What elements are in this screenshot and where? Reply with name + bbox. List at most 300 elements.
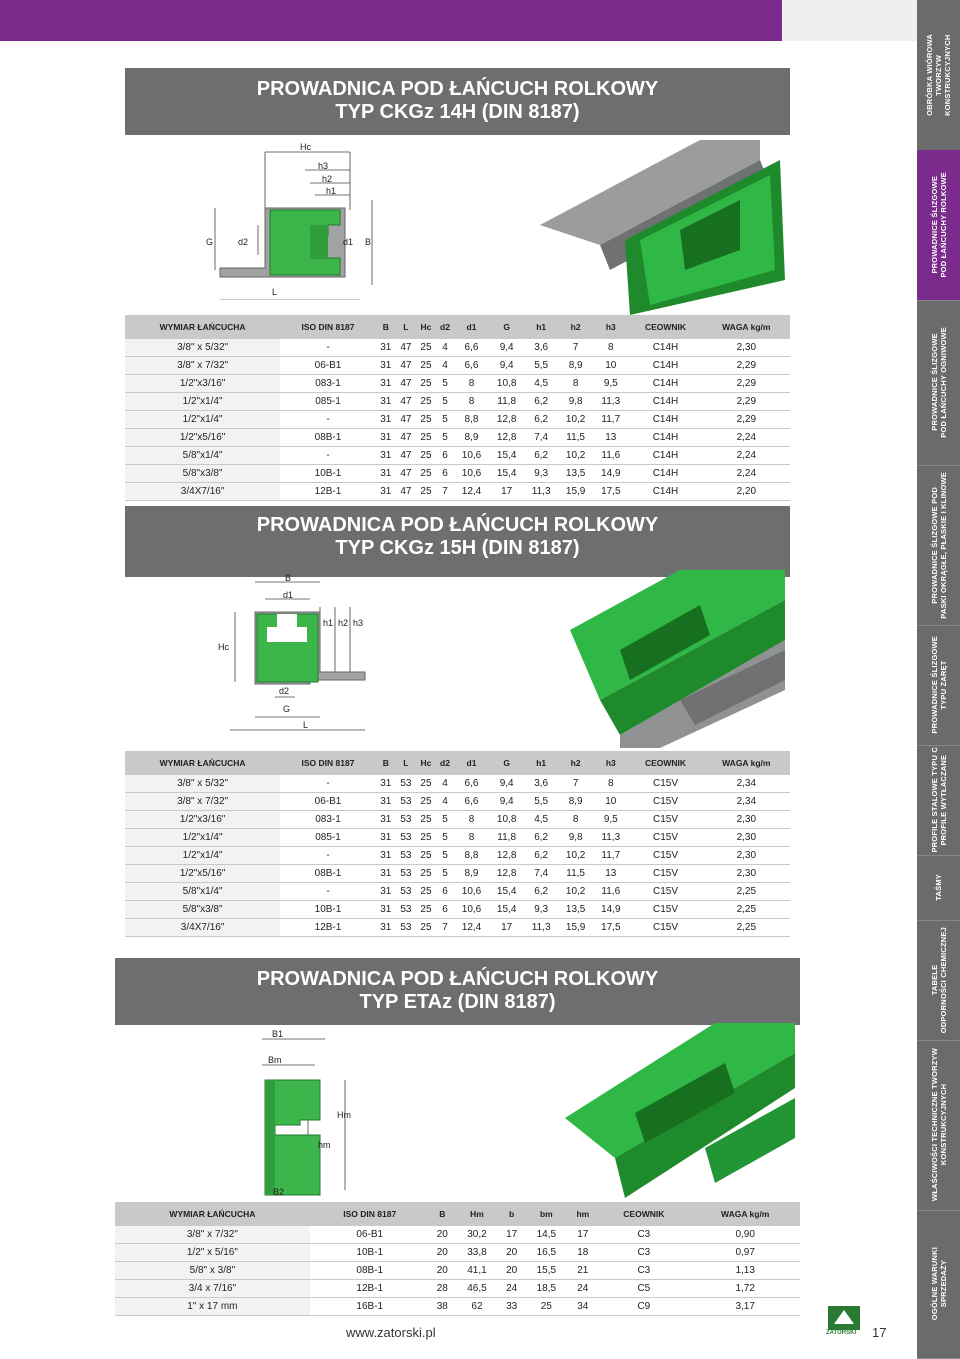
table-cell: 15,4 (489, 901, 524, 919)
table-row (125, 357, 790, 375)
table-cell: 17 (499, 1226, 524, 1244)
table-cell: 15,9 (558, 919, 593, 937)
table-cell: C3 (597, 1262, 690, 1280)
s1-col-1: ISO DIN 8187 (280, 315, 376, 339)
s2-col-5: d2 (436, 751, 454, 775)
table-cell: 5/8" x 3/8" (115, 1262, 310, 1280)
table-cell: 53 (396, 919, 416, 937)
table-cell: 12B-1 (310, 1280, 430, 1298)
table-cell: 11,3 (593, 393, 628, 411)
table-cell: 25 (416, 357, 436, 375)
table-cell: 18 (568, 1244, 597, 1262)
table-cell: - (280, 411, 376, 429)
table-cell: 12,8 (489, 411, 524, 429)
s2-col-10: h3 (593, 751, 628, 775)
table-cell: 1,72 (690, 1280, 800, 1298)
s1-col-10: h3 (593, 315, 628, 339)
s1-col-4: Hc (416, 315, 436, 339)
table-cell: 6,6 (454, 339, 489, 357)
table-row (115, 1298, 800, 1316)
table-cell: 10,6 (454, 901, 489, 919)
table-cell: 8,9 (454, 429, 489, 447)
s2-col-4: Hc (416, 751, 436, 775)
table-cell: 12B-1 (280, 919, 376, 937)
table-cell: 17 (568, 1226, 597, 1244)
table-cell: 15,4 (489, 447, 524, 465)
table-cell: 20 (430, 1244, 455, 1262)
table-cell: 8,9 (558, 357, 593, 375)
table-cell: 1/2"x1/4" (125, 847, 280, 865)
table-cell: 7,4 (524, 865, 558, 883)
table-cell: 8,8 (454, 847, 489, 865)
table-row (125, 901, 790, 919)
table-cell: 2,30 (703, 339, 790, 357)
table-cell: 6 (436, 883, 454, 901)
table-cell: 10,6 (454, 465, 489, 483)
table-cell: 18,5 (524, 1280, 568, 1298)
table-cell: 8,9 (454, 865, 489, 883)
table-cell: 13,5 (558, 465, 593, 483)
table-cell: C14H (628, 429, 702, 447)
table-cell: 53 (396, 901, 416, 919)
table-cell: 6,6 (454, 357, 489, 375)
table-cell: 1,13 (690, 1262, 800, 1280)
nav-item-wlasciwosci[interactable]: WŁAŚCIWOŚCI TECHNICZNE TWORZYW KONSTRUKCYJNYCH (917, 1040, 960, 1211)
table-cell: - (280, 883, 376, 901)
table-cell: 9,4 (489, 339, 524, 357)
s2-dim-L: L (303, 720, 309, 730)
table-cell: 5/8"x1/4" (125, 447, 280, 465)
table-row (115, 1226, 800, 1244)
dim-h1: h1 (326, 186, 337, 196)
table-cell: 11,5 (558, 429, 593, 447)
table-cell: 2,34 (703, 775, 790, 793)
section1-diagram (200, 140, 390, 300)
s1-col-3: L (396, 315, 416, 339)
nav-item-prowadnice-paski[interactable]: PROWADNICE ŚLIZGOWE POD PASKI OKRĄGŁE, PŁASKIE I KLINOWE (917, 465, 960, 626)
table-cell: 3,6 (524, 775, 558, 793)
table-cell: 7 (558, 339, 593, 357)
table-cell: - (280, 847, 376, 865)
table-cell: 1/2"x1/4" (125, 829, 280, 847)
dim-d1: d1 (343, 237, 354, 247)
nav-item-profile[interactable]: PROFILE STALOWE TYPU C PROFILE WYTŁACZANE (917, 745, 960, 856)
table-cell: 2,29 (703, 411, 790, 429)
table-cell: 31 (376, 865, 396, 883)
table-cell: 3/8" x 5/32" (125, 775, 280, 793)
s2-dim-h1: h1 (323, 618, 334, 628)
nav-item-obrobka[interactable]: OBRÓBKA WIÓROWA TWORZYW KONSTRUKCYJNYCH (917, 0, 960, 151)
table-cell: 14,9 (593, 465, 628, 483)
table-cell: 5,5 (524, 357, 558, 375)
table-cell: 10,6 (454, 447, 489, 465)
table-row (125, 811, 790, 829)
table-cell: 31 (376, 883, 396, 901)
section1-title (125, 68, 790, 135)
table-cell: 25 (416, 883, 436, 901)
table-cell: 53 (396, 775, 416, 793)
table-cell: 11,6 (593, 883, 628, 901)
table-cell: 5/8"x1/4" (125, 883, 280, 901)
table-cell: 41,1 (455, 1262, 499, 1280)
table-cell: 5 (436, 411, 454, 429)
table-cell: 6,2 (524, 393, 558, 411)
table-cell: C14H (628, 357, 702, 375)
table-cell: 38 (430, 1298, 455, 1316)
table-cell: 6,2 (524, 411, 558, 429)
table-row (115, 1244, 800, 1262)
table-cell: 1/2"x5/16" (125, 865, 280, 883)
dim-G: G (206, 237, 214, 247)
s2-col-3: L (396, 751, 416, 775)
table-cell: 31 (376, 829, 396, 847)
table-cell: 5 (436, 375, 454, 393)
side-navigation (917, 0, 960, 1358)
table-cell: 7 (436, 919, 454, 937)
table-cell: 5 (436, 847, 454, 865)
logo-text: ZATORSKI (826, 1330, 857, 1336)
section3-title-line2: TYP ETAz (DIN 8187) (359, 991, 556, 1013)
table-cell: 20 (499, 1244, 524, 1262)
table-cell: C15V (628, 865, 702, 883)
nav-item-tasmy[interactable]: TAŚMY (917, 855, 960, 921)
table-cell: 10B-1 (280, 465, 376, 483)
table-cell: 10 (593, 793, 628, 811)
nav-item-prowadnice-ogniwowe[interactable]: PROWADNICE ŚLIZGOWE POD ŁAŃCUCHY OGNIWOWE (917, 300, 960, 466)
table-cell: 14,5 (524, 1226, 568, 1244)
table-cell: 33 (499, 1298, 524, 1316)
table-cell: C14H (628, 411, 702, 429)
table-cell: 53 (396, 865, 416, 883)
nav-item-zaret[interactable]: PROWADNICE ŚLIZGOWE TYPU ZARĘT (917, 625, 960, 746)
table-cell: C14H (628, 375, 702, 393)
table-cell: 9,8 (558, 829, 593, 847)
table-cell: 3/8" x 7/32" (125, 357, 280, 375)
table-row (125, 393, 790, 411)
table-cell: 46,5 (455, 1280, 499, 1298)
s3-col-3: Hm (455, 1202, 499, 1226)
table-cell: 11,8 (489, 829, 524, 847)
dim-L: L (272, 287, 278, 297)
table-cell: 47 (396, 375, 416, 393)
section3-product-photo (555, 1018, 800, 1203)
table-cell: 13,5 (558, 901, 593, 919)
table-cell: 31 (376, 339, 396, 357)
top-gray-bar (782, 0, 917, 41)
table-cell: 1/2" x 5/16" (115, 1244, 310, 1262)
section1-table-body (125, 339, 790, 501)
section1-table (125, 315, 790, 501)
nav-item-tabele[interactable]: TABELE ODPORNOŚCI CHEMICZNEJ (917, 920, 960, 1041)
table-cell: C15V (628, 883, 702, 901)
table-cell: 53 (396, 883, 416, 901)
table-cell: 3/4 x 7/16" (115, 1280, 310, 1298)
table-cell: C15V (628, 775, 702, 793)
table-cell: 31 (376, 793, 396, 811)
s3-dim-hm: hm (318, 1140, 331, 1150)
table-cell: 2,29 (703, 393, 790, 411)
s3-dim-B2: B2 (273, 1187, 285, 1197)
table-cell: 8 (454, 829, 489, 847)
nav-item-warunki[interactable]: OGÓLNE WARUNKI SPRZEDAŻY (917, 1210, 960, 1359)
table-cell: 1/2"x1/4" (125, 393, 280, 411)
table-cell: 1" x 17 mm (115, 1298, 310, 1316)
table-cell: 25 (416, 829, 436, 847)
table-cell: 2,20 (703, 483, 790, 501)
top-color-bar (0, 0, 782, 41)
table-cell: 11,7 (593, 847, 628, 865)
table-cell: 25 (416, 811, 436, 829)
table-cell: 62 (455, 1298, 499, 1316)
table-cell: 12B-1 (280, 483, 376, 501)
table-cell: 25 (416, 339, 436, 357)
table-row (125, 793, 790, 811)
s3-dim-Hm: Hm (337, 1110, 351, 1120)
s2-dim-Hc: Hc (218, 642, 229, 652)
table-cell: 31 (376, 919, 396, 937)
table-cell: 3,6 (524, 339, 558, 357)
table-cell: 6,2 (524, 829, 558, 847)
table-cell: 3/8" x 5/32" (125, 339, 280, 357)
table-cell: 10,8 (489, 375, 524, 393)
table-cell: 6,2 (524, 447, 558, 465)
s3-dim-B1: B1 (272, 1029, 284, 1039)
s2-col-1: ISO DIN 8187 (280, 751, 376, 775)
table-row (115, 1280, 800, 1298)
table-cell: 6 (436, 447, 454, 465)
table-cell: 12,4 (454, 483, 489, 501)
table-cell: 10,2 (558, 883, 593, 901)
table-cell: 8 (593, 775, 628, 793)
table-cell: 25 (416, 429, 436, 447)
page-number: 17 (872, 1325, 887, 1340)
s2-col-11: CEOWNIK (628, 751, 702, 775)
table-cell: 3,17 (690, 1298, 800, 1316)
table-cell: 9,4 (489, 775, 524, 793)
s2-col-9: h2 (558, 751, 593, 775)
dim-h3: h3 (318, 161, 329, 171)
table-cell: 21 (568, 1262, 597, 1280)
table-cell: - (280, 775, 376, 793)
table-cell: 4 (436, 775, 454, 793)
nav-item-prowadnice-rolkowe[interactable]: PROWADNICE ŚLIZGOWE POD ŁAŃCUCHY ROLKOWE (917, 150, 960, 301)
table-cell: 53 (396, 829, 416, 847)
table-cell: 5,5 (524, 793, 558, 811)
table-cell: 8 (454, 375, 489, 393)
s2-col-12: WAGA kg/m (703, 751, 790, 775)
s1-col-6: d1 (454, 315, 489, 339)
s2-col-2: B (376, 751, 396, 775)
table-cell: 11,8 (489, 393, 524, 411)
table-cell: 17,5 (593, 483, 628, 501)
table-cell: 1/2"x5/16" (125, 429, 280, 447)
section1-title-line1: PROWADNICA POD ŁAŃCUCH ROLKOWY (256, 78, 659, 100)
table-cell: 10,2 (558, 411, 593, 429)
table-cell: 10,8 (489, 811, 524, 829)
table-cell: 53 (396, 793, 416, 811)
s3-col-2: B (430, 1202, 455, 1226)
table-cell: 5 (436, 429, 454, 447)
table-cell: 25 (416, 919, 436, 937)
table-cell: 25 (416, 465, 436, 483)
table-cell: 20 (430, 1226, 455, 1244)
table-cell: 25 (416, 901, 436, 919)
table-cell: 8 (593, 339, 628, 357)
s2-dim-d1: d1 (283, 590, 294, 600)
table-cell: 25 (416, 393, 436, 411)
table-cell: 1/2"x1/4" (125, 411, 280, 429)
table-cell: 11,6 (593, 447, 628, 465)
s1-col-11: CEOWNIK (628, 315, 702, 339)
table-cell: 15,4 (489, 465, 524, 483)
table-cell: 16,5 (524, 1244, 568, 1262)
table-row (125, 775, 790, 793)
table-cell: C14H (628, 447, 702, 465)
table-cell: 47 (396, 357, 416, 375)
table-cell: C15V (628, 919, 702, 937)
table-cell: 53 (396, 847, 416, 865)
table-cell: 47 (396, 429, 416, 447)
table-cell: 5 (436, 829, 454, 847)
section2-table (125, 751, 790, 937)
table-cell: 8,9 (558, 793, 593, 811)
table-cell: 31 (376, 375, 396, 393)
table-cell: 9,4 (489, 793, 524, 811)
table-cell: C15V (628, 793, 702, 811)
table-cell: 6,2 (524, 847, 558, 865)
s3-col-0: WYMIAR ŁAŃCUCHA (115, 1202, 310, 1226)
table-cell: 25 (416, 865, 436, 883)
table-cell: 31 (376, 465, 396, 483)
table-cell: 47 (396, 393, 416, 411)
table-row (125, 339, 790, 357)
table-cell: 25 (416, 447, 436, 465)
table-cell: 25 (416, 847, 436, 865)
s1-col-8: h1 (524, 315, 558, 339)
table-cell: 11,3 (524, 483, 558, 501)
table-cell: 085-1 (280, 393, 376, 411)
table-cell: 25 (524, 1298, 568, 1316)
table-cell: 3/8" x 7/32" (125, 793, 280, 811)
footer-url[interactable]: www.zatorski.pl (346, 1325, 436, 1340)
s1-col-2: B (376, 315, 396, 339)
s2-col-0: WYMIAR ŁAŃCUCHA (125, 751, 280, 775)
table-row (125, 465, 790, 483)
table-cell: 24 (568, 1280, 597, 1298)
table-cell: 4 (436, 357, 454, 375)
table-cell: 06-B1 (310, 1226, 430, 1244)
table-cell: 2,24 (703, 429, 790, 447)
table-cell: 5 (436, 393, 454, 411)
table-cell: 4 (436, 793, 454, 811)
table-cell: 5 (436, 865, 454, 883)
table-cell: 31 (376, 775, 396, 793)
table-cell: 6,6 (454, 775, 489, 793)
dim-B: B (365, 237, 372, 247)
table-row (125, 411, 790, 429)
table-row (115, 1262, 800, 1280)
table-cell: 47 (396, 483, 416, 501)
s3-col-8: WAGA kg/m (690, 1202, 800, 1226)
table-cell: 9,4 (489, 357, 524, 375)
table-cell: 14,9 (593, 901, 628, 919)
table-cell: C14H (628, 483, 702, 501)
table-cell: 20 (499, 1262, 524, 1280)
table-cell: 2,30 (703, 847, 790, 865)
table-cell: 12,8 (489, 847, 524, 865)
table-cell: 10B-1 (310, 1244, 430, 1262)
s3-col-1: ISO DIN 8187 (310, 1202, 430, 1226)
table-cell: 25 (416, 375, 436, 393)
section3-title-line1: PROWADNICA POD ŁAŃCUCH ROLKOWY (256, 968, 659, 990)
table-cell: 15,9 (558, 483, 593, 501)
table-cell: C15V (628, 847, 702, 865)
section3-diagram (240, 1025, 370, 1200)
table-cell: 08B-1 (310, 1262, 430, 1280)
table-cell: 47 (396, 411, 416, 429)
table-cell: 2,29 (703, 375, 790, 393)
table-cell: 25 (416, 793, 436, 811)
section2-table-body (125, 775, 790, 937)
table-cell: 34 (568, 1298, 597, 1316)
table-cell: 9,5 (593, 811, 628, 829)
table-cell: 28 (430, 1280, 455, 1298)
s3-col-6: hm (568, 1202, 597, 1226)
s3-col-5: bm (524, 1202, 568, 1226)
s2-dim-h3: h3 (353, 618, 364, 628)
s1-col-9: h2 (558, 315, 593, 339)
table-cell: 2,30 (703, 829, 790, 847)
table-cell: 24 (499, 1280, 524, 1298)
table-cell: 1/2"x3/16" (125, 375, 280, 393)
table-cell: 08B-1 (280, 865, 376, 883)
table-cell: 06-B1 (280, 357, 376, 375)
s1-col-5: d2 (436, 315, 454, 339)
table-cell: C14H (628, 465, 702, 483)
table-cell: 25 (416, 483, 436, 501)
table-cell: 31 (376, 429, 396, 447)
section3-table (115, 1202, 800, 1316)
table-cell: 5 (436, 811, 454, 829)
table-row (125, 375, 790, 393)
table-cell: 3/4X7/16" (125, 483, 280, 501)
table-cell: 15,4 (489, 883, 524, 901)
section2-title-line1: PROWADNICA POD ŁAŃCUCH ROLKOWY (256, 514, 659, 536)
table-cell: 31 (376, 901, 396, 919)
table-cell: 10,2 (558, 447, 593, 465)
table-cell: 7,4 (524, 429, 558, 447)
s2-col-8: h1 (524, 751, 558, 775)
table-cell: - (280, 339, 376, 357)
table-cell: 31 (376, 411, 396, 429)
table-cell: C15V (628, 811, 702, 829)
table-cell: 2,25 (703, 901, 790, 919)
s3-dim-Bm: Bm (268, 1055, 282, 1065)
s2-col-7: G (489, 751, 524, 775)
table-cell: 6,6 (454, 793, 489, 811)
table-cell: 10,6 (454, 883, 489, 901)
s1-col-7: G (489, 315, 524, 339)
s2-dim-B: B (285, 573, 292, 583)
table-cell: 17 (489, 483, 524, 501)
table-row (125, 447, 790, 465)
table-cell: 2,25 (703, 919, 790, 937)
table-cell: C14H (628, 393, 702, 411)
table-cell: 31 (376, 447, 396, 465)
table-row (125, 429, 790, 447)
dim-d2: d2 (238, 237, 249, 247)
table-cell: 13 (593, 429, 628, 447)
